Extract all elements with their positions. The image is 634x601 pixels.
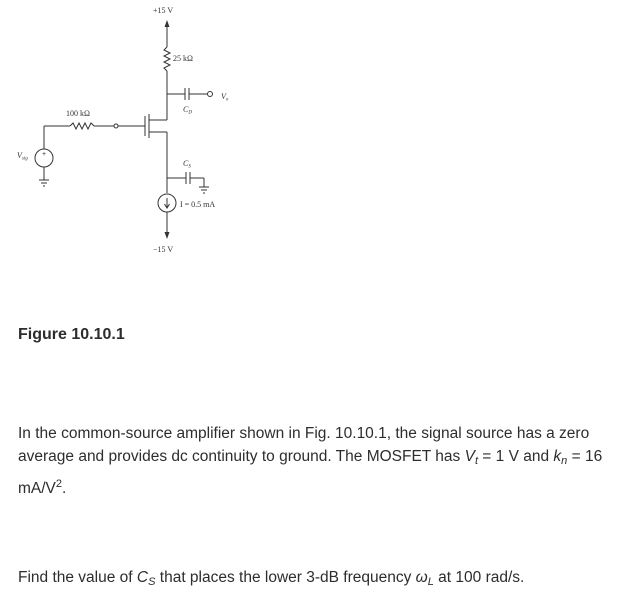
vout-label: Vo xyxy=(221,92,229,103)
vout-terminal xyxy=(208,92,213,97)
problem-question: Find the value of CS that places the lower 3-dB frequency ωL at 100 rad/s. xyxy=(18,569,525,588)
cs-label: CS xyxy=(183,159,191,170)
figure-label: Figure 10.10.1 xyxy=(18,326,125,343)
cd-label: CD xyxy=(183,105,192,116)
vsig-label: Vsig xyxy=(17,151,28,162)
problem-statement: In the common-source amplifier shown in Fig. 10.10.1, the signal source has a zero average and provides dc continuity to ground. The MOSFET has Vt = 1 V and kn = 16 $mA/V^2$. xyxy=(18,425,603,497)
vss-label: −15 V xyxy=(153,245,174,254)
vdd-arrow-icon xyxy=(165,20,170,27)
rd-resistor xyxy=(164,47,170,71)
vsig-plus-icon: + xyxy=(41,151,47,158)
vdd-label: +15 V xyxy=(153,6,174,15)
rd-label: 25 kΩ xyxy=(173,54,193,63)
gate-terminal xyxy=(114,124,118,128)
rsig-label: 100 kΩ xyxy=(66,109,90,118)
current-label: I = 0.5 mA xyxy=(180,200,216,209)
rsig-resistor xyxy=(70,123,94,129)
vss-arrow-icon xyxy=(165,232,170,239)
